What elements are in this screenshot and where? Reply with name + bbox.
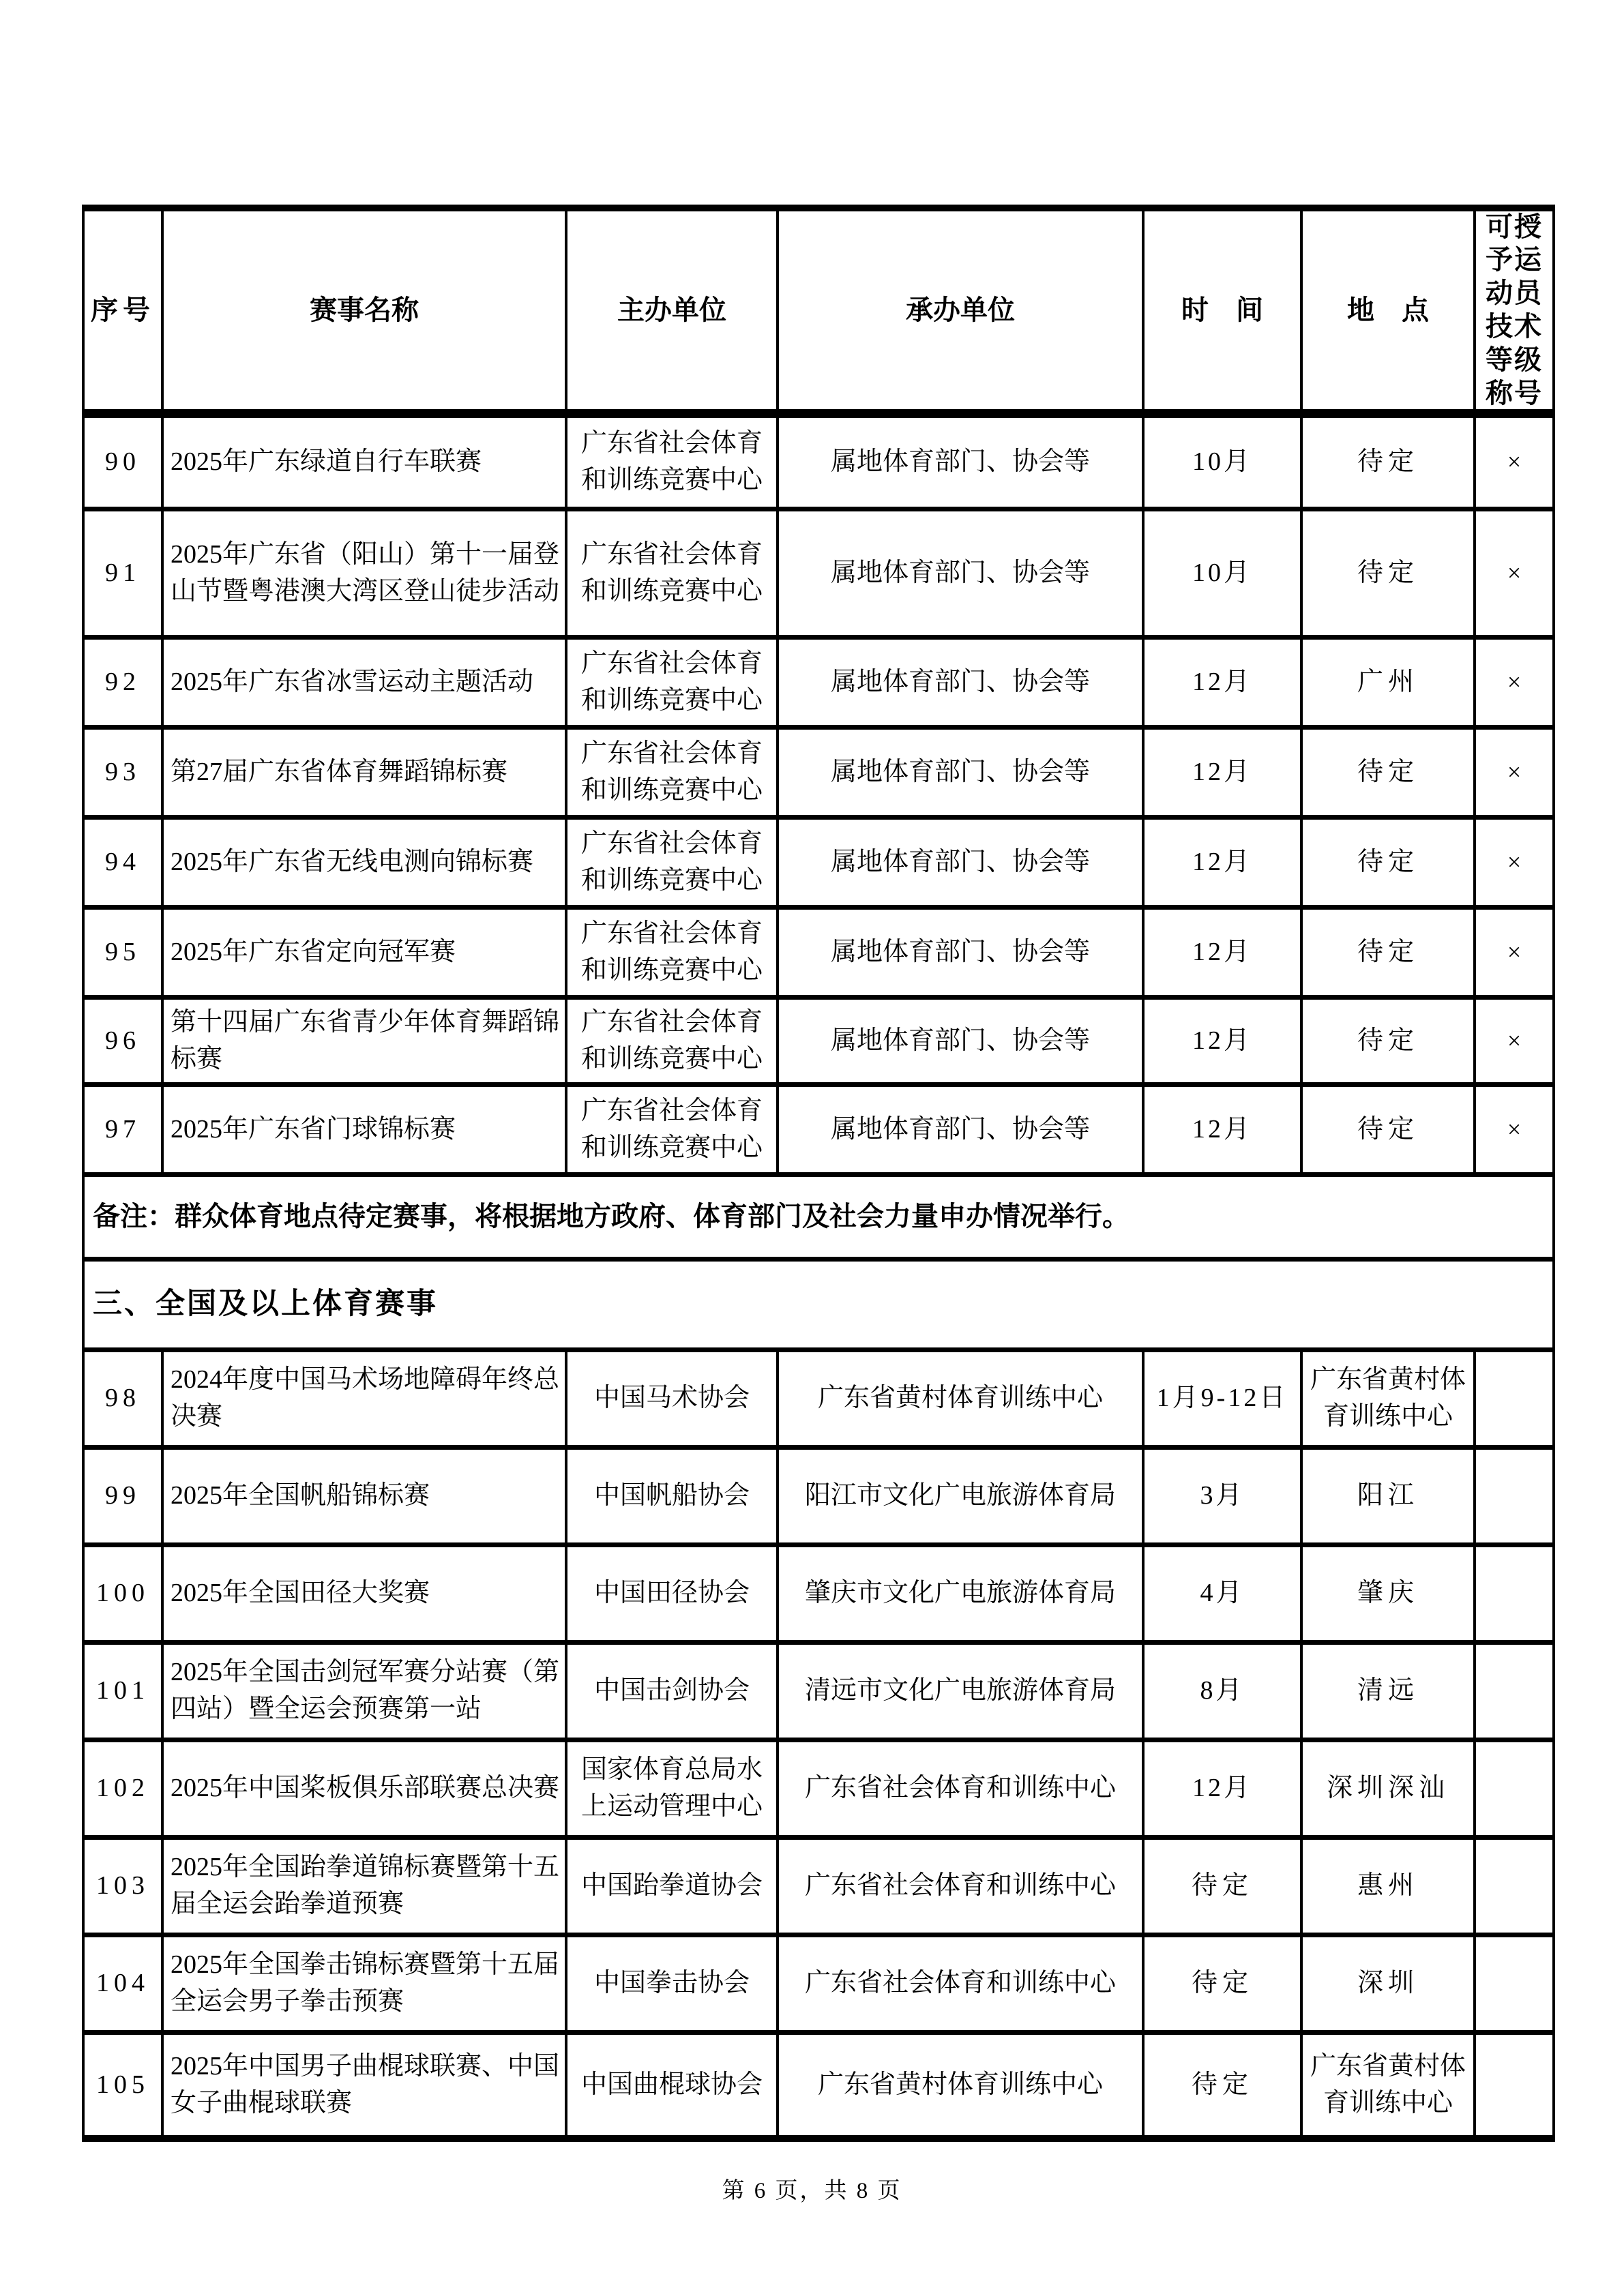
event-name-cell: 2025年广东省定向冠军赛 [164, 910, 567, 995]
event-name-cell: 第27届广东省体育舞蹈锦标赛 [164, 730, 567, 815]
event-name-cell: 2025年全国跆拳道锦标赛暨第十五届全运会跆拳道预赛 [164, 1840, 567, 1933]
place-cell: 待定 [1303, 1000, 1476, 1082]
organizer-cell: 广东省社会体育和训练竞赛中心 [567, 1000, 779, 1082]
grade-cell: × [1507, 1026, 1522, 1054]
section-title: 三、全国及以上体育赛事 [93, 1287, 438, 1321]
table-header-row [85, 211, 1552, 418]
table-row [85, 1000, 1552, 1087]
grade-cell [1476, 1937, 1552, 2030]
table-row [85, 418, 1552, 511]
place-cell: 深圳 [1303, 1937, 1476, 2030]
undertaker-cell: 广东省社会体育和训练中心 [779, 1840, 1145, 1933]
event-name-cell: 2025年广东省（阳山）第十一届登山节暨粤港澳大湾区登山徒步活动 [164, 511, 567, 635]
place-cell: 阳江 [1303, 1450, 1476, 1542]
time-cell: 12月 [1145, 910, 1303, 995]
place-cell: 待定 [1303, 730, 1476, 815]
grade-cell [1476, 1840, 1552, 1933]
table-row [85, 1742, 1552, 1840]
time-cell: 10月 [1145, 418, 1303, 507]
grade-cell [1476, 2035, 1552, 2135]
header-time: 时 间 [1145, 211, 1303, 409]
header-event-name: 赛事名称 [164, 211, 567, 409]
place-cell: 广州 [1303, 640, 1476, 725]
undertaker-cell: 属地体育部门、协会等 [779, 640, 1145, 725]
event-name-cell: 2025年全国帆船锦标赛 [164, 1450, 567, 1542]
time-cell: 待定 [1145, 1840, 1303, 1933]
undertaker-cell: 广东省黄村体育训练中心 [779, 1352, 1145, 1445]
table-row [85, 2035, 1552, 2135]
event-name-cell: 2024年度中国马术场地障碍年终总决赛 [164, 1352, 567, 1445]
undertaker-cell: 广东省社会体育和训练中心 [779, 1937, 1145, 2030]
undertaker-cell: 肇庆市文化广电旅游体育局 [779, 1547, 1145, 1640]
place-cell: 惠州 [1303, 1840, 1476, 1933]
place-cell: 待定 [1303, 820, 1476, 905]
grade-cell: × [1507, 1115, 1522, 1143]
table-row [85, 910, 1552, 1000]
undertaker-cell: 阳江市文化广电旅游体育局 [779, 1450, 1145, 1542]
organizer-cell: 中国拳击协会 [567, 1937, 779, 2030]
note-row [85, 1177, 1552, 1262]
organizer-cell: 广东省社会体育和训练竞赛中心 [567, 640, 779, 725]
organizer-cell: 中国击剑协会 [567, 1645, 779, 1738]
event-name-cell: 2025年广东绿道自行车联赛 [164, 418, 567, 507]
place-cell: 深圳深汕 [1303, 1742, 1476, 1835]
serial-cell: 92 [85, 640, 164, 725]
undertaker-cell: 属地体育部门、协会等 [779, 820, 1145, 905]
serial-cell: 99 [85, 1450, 164, 1542]
event-name-cell: 2025年全国击剑冠军赛分站赛（第四站）暨全运会预赛第一站 [164, 1645, 567, 1738]
time-cell: 10月 [1145, 511, 1303, 635]
grade-cell: × [1507, 668, 1522, 696]
time-cell: 1月9-12日 [1145, 1352, 1303, 1445]
table-row [85, 1937, 1552, 2035]
organizer-cell: 广东省社会体育和训练竞赛中心 [567, 511, 779, 635]
time-cell: 待定 [1145, 2035, 1303, 2135]
grade-cell [1476, 1450, 1552, 1542]
time-cell: 12月 [1145, 1000, 1303, 1082]
serial-cell: 104 [85, 1937, 164, 2030]
serial-cell: 94 [85, 820, 164, 905]
event-name-cell: 2025年广东省无线电测向锦标赛 [164, 820, 567, 905]
undertaker-cell: 属地体育部门、协会等 [779, 1000, 1145, 1082]
event-name-cell: 2025年全国拳击锦标赛暨第十五届全运会男子拳击预赛 [164, 1937, 567, 2030]
organizer-cell: 广东省社会体育和训练竞赛中心 [567, 418, 779, 507]
header-place: 地 点 [1303, 211, 1476, 409]
grade-cell [1476, 1645, 1552, 1738]
note-text: 备注：群众体育地点待定赛事，将根据地方政府、体育部门及社会力量申办情况举行。 [93, 1202, 1130, 1232]
undertaker-cell: 广东省黄村体育训练中心 [779, 2035, 1145, 2135]
event-name-cell: 2025年广东省门球锦标赛 [164, 1087, 567, 1172]
serial-cell: 101 [85, 1645, 164, 1738]
serial-cell: 97 [85, 1087, 164, 1172]
time-cell: 12月 [1145, 640, 1303, 725]
undertaker-cell: 属地体育部门、协会等 [779, 730, 1145, 815]
time-cell: 4月 [1145, 1547, 1303, 1640]
serial-cell: 98 [85, 1352, 164, 1445]
table-row [85, 511, 1552, 640]
table-row [85, 1547, 1552, 1645]
organizer-cell: 广东省社会体育和训练竞赛中心 [567, 730, 779, 815]
place-cell: 待定 [1303, 1087, 1476, 1172]
event-name-cell: 2025年中国桨板俱乐部联赛总决赛 [164, 1742, 567, 1835]
organizer-cell: 中国跆拳道协会 [567, 1840, 779, 1933]
time-cell: 12月 [1145, 1742, 1303, 1835]
undertaker-cell: 清远市文化广电旅游体育局 [779, 1645, 1145, 1738]
time-cell: 12月 [1145, 1087, 1303, 1172]
serial-cell: 91 [85, 511, 164, 635]
grade-cell [1476, 1742, 1552, 1835]
event-name-cell: 第十四届广东省青少年体育舞蹈锦标赛 [164, 1000, 567, 1082]
table-row [85, 1352, 1552, 1450]
page-footer: 第 6 页，共 8 页 [722, 2179, 902, 2203]
organizer-cell: 广东省社会体育和训练竞赛中心 [567, 910, 779, 995]
grade-cell: × [1507, 448, 1522, 476]
header-undertaker: 承办单位 [779, 211, 1145, 409]
organizer-cell: 中国田径协会 [567, 1547, 779, 1640]
grade-cell [1476, 1352, 1552, 1445]
table-row [85, 1840, 1552, 1937]
organizer-cell: 中国帆船协会 [567, 1450, 779, 1542]
section-title-row [85, 1262, 1552, 1352]
place-cell: 广东省黄村体育训练中心 [1303, 2035, 1476, 2135]
serial-cell: 96 [85, 1000, 164, 1082]
grade-cell: × [1507, 758, 1522, 786]
place-cell: 待定 [1303, 511, 1476, 635]
header-serial: 序号 [85, 211, 164, 409]
serial-cell: 90 [85, 418, 164, 507]
event-name-cell: 2025年广东省冰雪运动主题活动 [164, 640, 567, 725]
time-cell: 12月 [1145, 730, 1303, 815]
table-row [85, 820, 1552, 910]
time-cell: 待定 [1145, 1937, 1303, 2030]
time-cell: 3月 [1145, 1450, 1303, 1542]
place-cell: 肇庆 [1303, 1547, 1476, 1640]
table-row [85, 1087, 1552, 1177]
organizer-cell: 中国曲棍球协会 [567, 2035, 779, 2135]
table-row [85, 1645, 1552, 1742]
event-name-cell: 2025年中国男子曲棍球联赛、中国女子曲棍球联赛 [164, 2035, 567, 2135]
undertaker-cell: 广东省社会体育和训练中心 [779, 1742, 1145, 1835]
undertaker-cell: 属地体育部门、协会等 [779, 1087, 1145, 1172]
undertaker-cell: 属地体育部门、协会等 [779, 511, 1145, 635]
organizer-cell: 国家体育总局水上运动管理中心 [567, 1742, 779, 1835]
table-row [85, 1450, 1552, 1547]
place-cell: 待定 [1303, 418, 1476, 507]
place-cell: 清远 [1303, 1645, 1476, 1738]
undertaker-cell: 属地体育部门、协会等 [779, 418, 1145, 507]
place-cell: 广东省黄村体育训练中心 [1303, 1352, 1476, 1445]
table-row [85, 730, 1552, 820]
time-cell: 8月 [1145, 1645, 1303, 1738]
events-table [82, 205, 1555, 2142]
grade-cell: × [1507, 558, 1522, 586]
serial-cell: 102 [85, 1742, 164, 1835]
grade-cell: × [1507, 848, 1522, 876]
header-organizer: 主办单位 [567, 211, 779, 409]
organizer-cell: 广东省社会体育和训练竞赛中心 [567, 1087, 779, 1172]
table-row [85, 640, 1552, 730]
organizer-cell: 广东省社会体育和训练竞赛中心 [567, 820, 779, 905]
grade-cell: × [1507, 938, 1522, 966]
header-grade-title: 可授予运动员技术等级称号 [1486, 211, 1543, 408]
event-name-cell: 2025年全国田径大奖赛 [164, 1547, 567, 1640]
serial-cell: 105 [85, 2035, 164, 2135]
grade-cell [1476, 1547, 1552, 1640]
serial-cell: 93 [85, 730, 164, 815]
serial-cell: 103 [85, 1840, 164, 1933]
time-cell: 12月 [1145, 820, 1303, 905]
serial-cell: 100 [85, 1547, 164, 1640]
serial-cell: 95 [85, 910, 164, 995]
undertaker-cell: 属地体育部门、协会等 [779, 910, 1145, 995]
organizer-cell: 中国马术协会 [567, 1352, 779, 1445]
place-cell: 待定 [1303, 910, 1476, 995]
